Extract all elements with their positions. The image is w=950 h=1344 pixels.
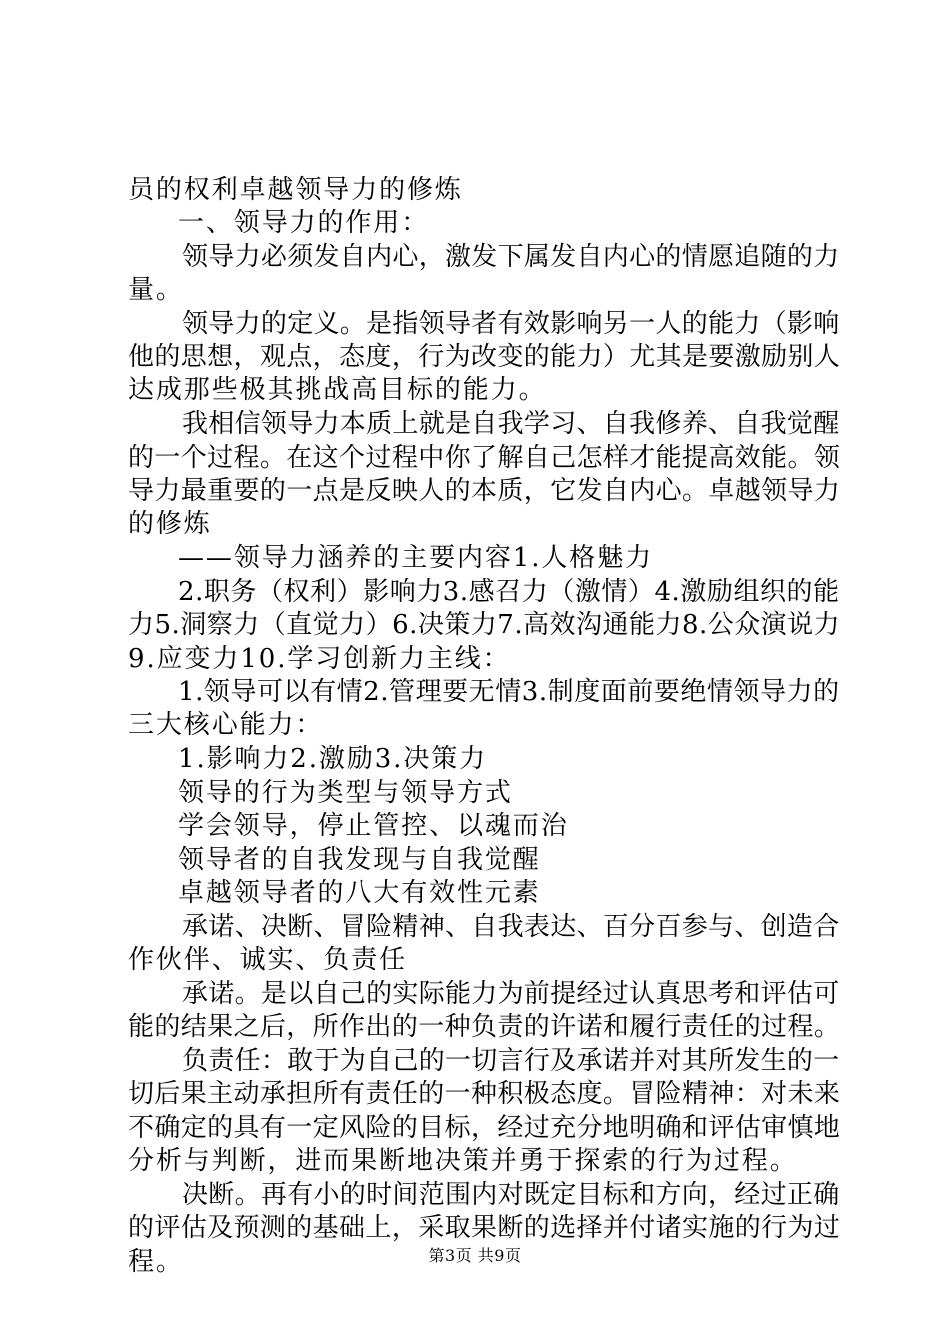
text-line: 能的结果之后，所作出的一种负责的许诺和履行责任的过程。 — [128, 1012, 841, 1042]
text-line: 的评估及预测的基础上，采取果断的选择并付诸实施的行为过 — [128, 1213, 841, 1243]
text-line: 领导力的定义。是指领导者有效影响另一人的能力（影响 — [182, 309, 840, 339]
text-line: 决断。再有小的时间范围内对既定目标和方向，经过正确 — [182, 1180, 840, 1210]
text-line: 学会领导，停止管控、以魂而治 — [178, 811, 569, 841]
text-line: 1.影响力2.激励3.决策力 — [178, 744, 488, 774]
text-line: 1.领导可以有情2.管理要无情3.制度面前要绝情领导力的 — [178, 677, 840, 707]
text-line: 导力最重要的一点是反映人的本质，它发自内心。卓越领导力 — [128, 476, 841, 506]
text-line: 领导者的自我发现与自我觉醒 — [178, 845, 541, 875]
text-line: 员的权利卓越领导力的修炼 — [128, 175, 463, 205]
text-line: 9.应变力10.学习创新力主线： — [128, 644, 511, 674]
text-line: 他的思想，观点，态度，行为改变的能力）尤其是要激励别人 — [128, 342, 841, 372]
text-line: 的一个过程。在这个过程中你了解自己怎样才能提高效能。领 — [128, 443, 841, 473]
text-line: 领导的行为类型与领导方式 — [178, 778, 513, 808]
text-line: 卓越领导者的八大有效性元素 — [178, 878, 541, 908]
text-line: 不确定的具有一定风险的目标，经过充分地明确和评估审慎地 — [128, 1113, 841, 1143]
text-line: 2.职务（权利）影响力3.感召力（激情）4.激励组织的能 — [178, 577, 840, 607]
page-number-footer: 第3页 共9页 — [428, 1246, 522, 1265]
text-line: 承诺。是以自己的实际能力为前提经过认真思考和评估可 — [182, 979, 840, 1009]
section-heading: 一、领导力的作用： — [178, 208, 430, 238]
text-line: 量。 — [128, 275, 184, 305]
text-line: 分析与判断，进而果断地决策并勇于探索的行为过程。 — [128, 1146, 798, 1176]
text-line: 达成那些极其挑战高目标的能力。 — [128, 375, 547, 405]
text-line: 承诺、决断、冒险精神、自我表达、百分百参与、创造合 — [182, 912, 840, 942]
text-line: 作伙伴、诚实、负责任 — [128, 945, 408, 975]
text-line: ——领导力涵养的主要内容1.人格魅力 — [178, 543, 654, 573]
text-line: 切后果主动承担所有责任的一种积极态度。冒险精神：对未来 — [128, 1079, 841, 1109]
text-line: 我相信领导力本质上就是自我学习、自我修养、自我觉醒 — [182, 409, 840, 439]
text-line: 领导力必须发自内心，激发下属发自内心的情愿追随的力 — [182, 242, 840, 272]
text-line: 三大核心能力： — [128, 710, 324, 740]
text-line: 程。 — [128, 1247, 184, 1277]
text-line: 力5.洞察力（直觉力）6.决策力7.高效沟通能力8.公众演说力 — [128, 610, 841, 640]
text-line: 负责任：敢于为自己的一切言行及承诺并对其所发生的一 — [182, 1046, 840, 1076]
text-line: 的修炼 — [128, 509, 212, 539]
